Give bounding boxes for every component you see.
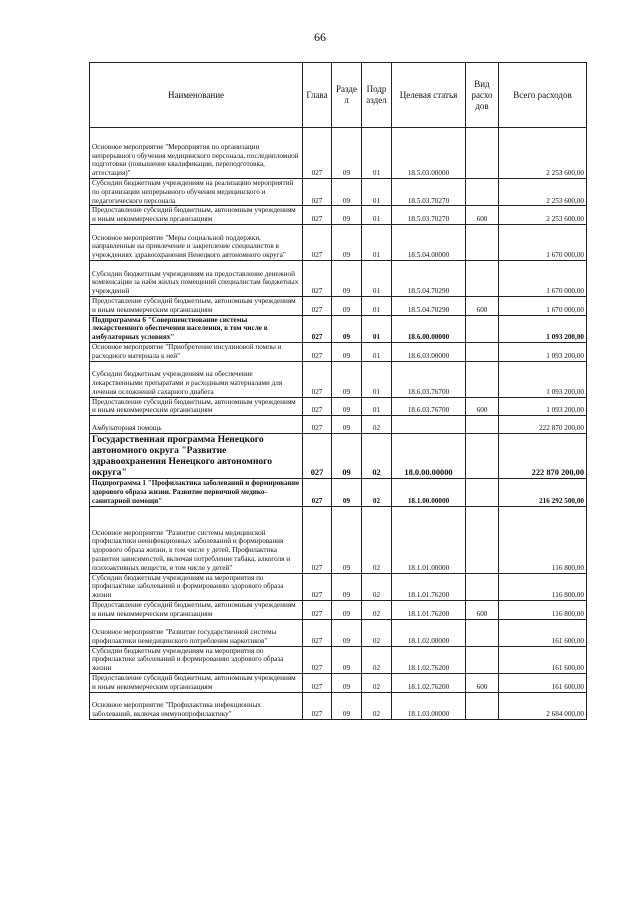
row-podrazdel-cell: 02	[362, 573, 392, 600]
row-glava-cell: 027	[303, 260, 332, 296]
row-podrazdel-cell: 01	[362, 206, 392, 225]
table-row	[90, 179, 587, 206]
table-row	[90, 619, 587, 646]
table-row	[90, 206, 587, 225]
row-podrazdel-cell: 01	[362, 397, 392, 416]
row-total-cell: 116 800,00	[499, 573, 587, 600]
row-target-cell: 18.5.04.70290	[392, 296, 466, 315]
row-total-cell: 2 684 000,00	[499, 692, 587, 719]
row-total-cell: 2 253 600,00	[499, 179, 587, 206]
row-glava-cell: 027	[303, 479, 332, 506]
row-razdel-cell: 09	[332, 479, 362, 506]
row-razdel-cell: 09	[332, 646, 362, 673]
row-target-cell: 18.0.00.00000	[392, 434, 466, 479]
row-vid-cell	[466, 128, 499, 179]
row-vid-cell	[466, 361, 499, 397]
row-podrazdel-cell: 02	[362, 506, 392, 573]
row-glava-cell: 027	[303, 506, 332, 573]
row-razdel-cell: 09	[332, 179, 362, 206]
row-podrazdel-cell: 02	[362, 619, 392, 646]
row-name-cell: Основное мероприятие "Развитие системы медицинской профилактики неинфекционных заболеваний и формирования здорового образа жизни, в том числе у детей. Профилактика развития зависимостей, включая потребление табака, алкоголя и психоактивных веществ, в том числе у детей"	[90, 506, 303, 573]
row-razdel-cell: 09	[332, 128, 362, 179]
header-razdel: Разде л	[332, 63, 362, 128]
row-razdel-cell: 09	[332, 342, 362, 361]
row-glava-cell: 027	[303, 128, 332, 179]
row-vid-cell	[466, 260, 499, 296]
row-target-cell: 18.6.00.00000	[392, 315, 466, 342]
table-row	[90, 673, 587, 692]
row-total-cell: 161 600,00	[499, 673, 587, 692]
row-podrazdel-cell: 02	[362, 646, 392, 673]
row-podrazdel-cell: 01	[362, 224, 392, 260]
row-vid-cell	[466, 224, 499, 260]
row-vid-cell: 600	[466, 206, 499, 225]
row-podrazdel-cell: 01	[362, 260, 392, 296]
row-glava-cell: 027	[303, 397, 332, 416]
table-row	[90, 573, 587, 600]
row-target-cell: 18.5.04.00000	[392, 224, 466, 260]
row-podrazdel-cell: 01	[362, 128, 392, 179]
row-vid-cell	[466, 692, 499, 719]
row-glava-cell: 027	[303, 224, 332, 260]
row-vid-cell	[466, 619, 499, 646]
row-podrazdel-cell: 01	[362, 361, 392, 397]
row-razdel-cell: 09	[332, 315, 362, 342]
row-name-cell: Субсидии бюджетным учреждениям на обеспечение лекарственными препаратами и расходными материалами для лечения осложнений сахарного диабета	[90, 361, 303, 397]
row-razdel-cell: 09	[332, 296, 362, 315]
row-razdel-cell: 09	[332, 573, 362, 600]
row-razdel-cell: 09	[332, 434, 362, 479]
row-target-cell: 18.5.03.70270	[392, 206, 466, 225]
row-vid-cell	[466, 315, 499, 342]
row-vid-cell: 600	[466, 397, 499, 416]
row-total-cell: 222 870 200,00	[499, 416, 587, 434]
row-target-cell: 18.5.03.00000	[392, 128, 466, 179]
row-glava-cell: 027	[303, 342, 332, 361]
row-glava-cell: 027	[303, 416, 332, 434]
row-razdel-cell: 09	[332, 619, 362, 646]
row-glava-cell: 027	[303, 692, 332, 719]
header-row	[90, 63, 587, 128]
row-target-cell: 18.1.03.00000	[392, 692, 466, 719]
row-target-cell: 18.1.01.76200	[392, 573, 466, 600]
page-number: 66	[314, 30, 326, 44]
row-target-cell: 18.6.03.76700	[392, 361, 466, 397]
row-target-cell	[392, 416, 466, 434]
row-razdel-cell: 09	[332, 416, 362, 434]
row-razdel-cell: 09	[332, 224, 362, 260]
row-total-cell: 1 093 200,00	[499, 315, 587, 342]
table-row	[90, 128, 587, 179]
budget-table	[89, 62, 587, 720]
row-glava-cell: 027	[303, 315, 332, 342]
row-vid-cell: 600	[466, 673, 499, 692]
row-total-cell: 116 800,00	[499, 506, 587, 573]
row-total-cell: 2 253 600,00	[499, 128, 587, 179]
row-razdel-cell: 09	[332, 397, 362, 416]
row-target-cell: 18.1.01.00000	[392, 506, 466, 573]
row-razdel-cell: 09	[332, 260, 362, 296]
row-name-cell: Предоставление субсидий бюджетным, автономным учреждениям и иным некоммерческим организациям	[90, 600, 303, 619]
table-row	[90, 600, 587, 619]
row-razdel-cell: 09	[332, 673, 362, 692]
header-podrazdel: Подр аздел	[362, 63, 392, 128]
row-target-cell: 18.1.02.00000	[392, 619, 466, 646]
row-podrazdel-cell: 02	[362, 434, 392, 479]
row-vid-cell: 600	[466, 296, 499, 315]
row-name-cell: Субсидии бюджетным учреждениям на предоставление денежной компенсации за наём жилых помещений специалистам бюджетных учреждений	[90, 260, 303, 296]
row-target-cell: 18.5.03.70270	[392, 179, 466, 206]
row-name-cell: Основное мероприятие "Приобретение инсулиновой помпы и расходного материала к ней"	[90, 342, 303, 361]
row-name-cell: Государственная программа Ненецкого автономного округа "Развитие здравоохранения Ненецкого автономного округа"	[90, 434, 303, 479]
row-razdel-cell: 09	[332, 361, 362, 397]
row-total-cell: 1 093 200,00	[499, 342, 587, 361]
row-name-cell: Основное мероприятие "Меры социальной поддержки, направленные на привлечение и закрепление специалистов в учреждениях здравоохранения Ненецкого автономного округа"	[90, 224, 303, 260]
row-total-cell: 161 600,00	[499, 619, 587, 646]
row-name-cell: Основное мероприятие "Мероприятия по организации непрерывного обучения медицинского персонала, последипломной подготовки (повышение квалификации, переподготовка, аттестация)"	[90, 128, 303, 179]
row-name-cell: Предоставление субсидий бюджетным, автономным учреждениям и иным некоммерческим организациям	[90, 397, 303, 416]
row-glava-cell: 027	[303, 573, 332, 600]
table-row	[90, 361, 587, 397]
row-podrazdel-cell: 02	[362, 600, 392, 619]
table-row	[90, 260, 587, 296]
row-total-cell: 1 670 000,00	[499, 260, 587, 296]
table-row	[90, 397, 587, 416]
row-glava-cell: 027	[303, 619, 332, 646]
table-row	[90, 506, 587, 573]
row-vid-cell	[466, 416, 499, 434]
row-name-cell: Субсидии бюджетным учреждениям на мероприятия по профилактике заболеваний и формированию здорового образа жизни	[90, 646, 303, 673]
row-vid-cell	[466, 573, 499, 600]
row-name-cell: Предоставление субсидий бюджетным, автономным учреждениям и иным некоммерческим организациям	[90, 296, 303, 315]
row-total-cell: 222 870 200,00	[499, 434, 587, 479]
row-total-cell: 1 670 000,00	[499, 296, 587, 315]
row-glava-cell: 027	[303, 673, 332, 692]
row-glava-cell: 027	[303, 361, 332, 397]
row-name-cell: Амбулаторная помощь	[90, 416, 303, 434]
row-target-cell: 18.1.02.76200	[392, 646, 466, 673]
row-podrazdel-cell: 02	[362, 479, 392, 506]
row-vid-cell	[466, 342, 499, 361]
row-podrazdel-cell: 01	[362, 296, 392, 315]
row-name-cell: Предоставление субсидий бюджетным, автономным учреждениям и иным некоммерческим организациям	[90, 673, 303, 692]
row-glava-cell: 027	[303, 179, 332, 206]
row-podrazdel-cell: 02	[362, 692, 392, 719]
header-target: Целевая статья	[392, 63, 466, 128]
row-total-cell: 1 670 000,00	[499, 224, 587, 260]
table-row	[90, 479, 587, 506]
row-total-cell: 116 800,00	[499, 600, 587, 619]
row-target-cell: 18.6.03.76700	[392, 397, 466, 416]
row-podrazdel-cell: 02	[362, 673, 392, 692]
header-vid: Вид расхо дов	[466, 63, 499, 128]
row-target-cell: 18.1.01.76200	[392, 600, 466, 619]
row-glava-cell: 027	[303, 646, 332, 673]
row-target-cell: 18.6.03.00000	[392, 342, 466, 361]
row-total-cell: 161 600,00	[499, 646, 587, 673]
header-glava: Глава	[303, 63, 332, 128]
row-name-cell: Подпрограмма 6 "Совершенствование системы лекарственного обеспечения населения, в том числе в амбулаторных условиях"	[90, 315, 303, 342]
row-razdel-cell: 09	[332, 506, 362, 573]
table-row	[90, 315, 587, 342]
row-glava-cell: 027	[303, 206, 332, 225]
row-name-cell: Подпрограмма 1 "Профилактика заболеваний и формирование здорового образа жизни. Развитие первичной медико-санитарной помощи"	[90, 479, 303, 506]
row-total-cell: 1 093 200,00	[499, 361, 587, 397]
row-total-cell: 2 253 600,00	[499, 206, 587, 225]
table-row	[90, 416, 587, 434]
row-glava-cell: 027	[303, 296, 332, 315]
table-row	[90, 692, 587, 719]
row-vid-cell	[466, 479, 499, 506]
row-name-cell: Основное мероприятие "Развитие государственной системы профилактики немедицинского потребления наркотиков"	[90, 619, 303, 646]
row-name-cell: Субсидии бюджетным учреждениям на мероприятия по профилактике заболеваний и формированию здорового образа жизни	[90, 573, 303, 600]
row-vid-cell	[466, 646, 499, 673]
row-podrazdel-cell: 02	[362, 416, 392, 434]
header-name: Наименование	[90, 63, 303, 128]
header-total: Всего расходов	[499, 63, 587, 128]
row-target-cell: 18.1.00.00000	[392, 479, 466, 506]
row-vid-cell	[466, 434, 499, 479]
row-glava-cell: 027	[303, 600, 332, 619]
row-vid-cell	[466, 179, 499, 206]
row-total-cell: 216 292 500,00	[499, 479, 587, 506]
row-target-cell: 18.5.04.70290	[392, 260, 466, 296]
table-row	[90, 224, 587, 260]
row-name-cell: Предоставление субсидий бюджетным, автономным учреждениям и иным некоммерческим организациям	[90, 206, 303, 225]
row-podrazdel-cell: 01	[362, 315, 392, 342]
row-total-cell: 1 093 200,00	[499, 397, 587, 416]
row-razdel-cell: 09	[332, 206, 362, 225]
table-row	[90, 296, 587, 315]
table-row	[90, 434, 587, 479]
row-podrazdel-cell: 01	[362, 342, 392, 361]
row-razdel-cell: 09	[332, 692, 362, 719]
table-row	[90, 342, 587, 361]
row-vid-cell	[466, 506, 499, 573]
row-podrazdel-cell: 01	[362, 179, 392, 206]
row-name-cell: Основное мероприятие "Профилактика инфекционных заболеваний, включая иммунопрофилактику"	[90, 692, 303, 719]
row-razdel-cell: 09	[332, 600, 362, 619]
row-target-cell: 18.1.02.76200	[392, 673, 466, 692]
row-vid-cell: 600	[466, 600, 499, 619]
table-row	[90, 646, 587, 673]
row-name-cell: Субсидии бюджетным учреждениям на реализацию мероприятий по организации непрерывного обучения медицинского и педагогического персонала	[90, 179, 303, 206]
row-glava-cell: 027	[303, 434, 332, 479]
